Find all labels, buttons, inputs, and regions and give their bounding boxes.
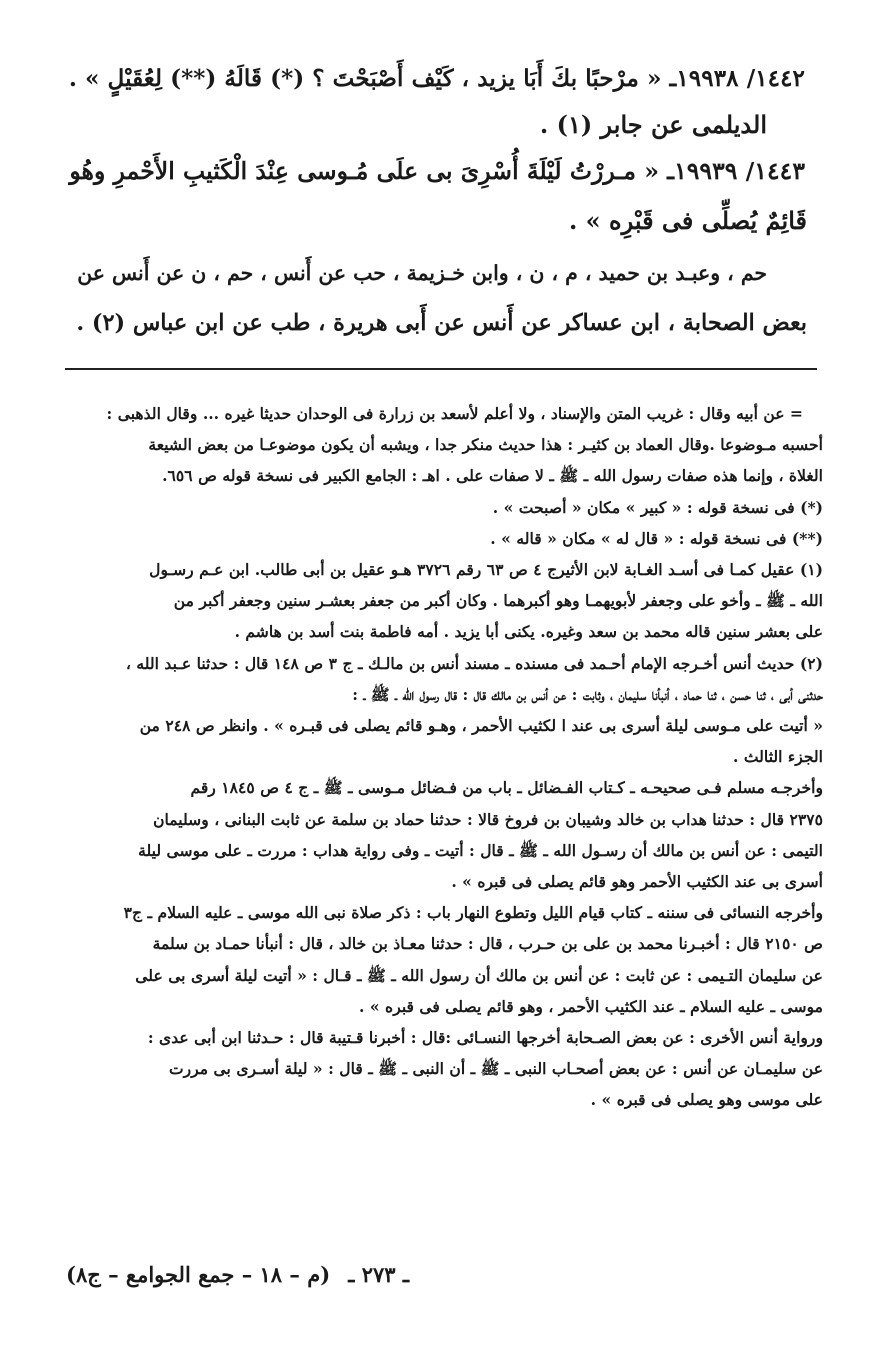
footnote-line: ص ٢١٥٠ قال : أخبـرنا محمد بن على بن حـرب ، قال : حدثنا معـاذ بن خالد ، قال : أنبأنا حمـاد بن سلمة [152,934,823,954]
footnote-line: على بعشر سنين قاله محمد بن سعد وغيره. يكنى أبا يزيد . أمه فاطمة بنت أسد بن هاشم . [234,622,823,642]
footnote-line: عن سليمـان عن أنس : عن بعض أصحـاب النبى ـ ﷺ ـ أن النبى ـ ﷺ ـ قال : « ليلة أسـرى بى مررت [168,1059,823,1079]
footnote-line: = عن أبيه وقال : غريب المتن والإسناد ، ولا أعلم لأسعد بن زرارة فى الوحدان حديثا غيره ... وقال الذهبى : [106,404,803,423]
hadith-1443-line-1: ١٤٤٣/ ١٩٩٣٩ـ « مـررْتُ لَيْلَةَ أُسْرِىَ بى علَى مُـوسى عِنْدَ الْكَثيبِ الأَحْمرِ وهُو [69,157,805,185]
footnote-line: ورواية أنس الأخرى : عن بعض الصـحابة أخرجها النسـائى :قال : أخبرنا قـتيبة قال : حـدثنا ابن أبى عدى : [147,1028,823,1048]
main-text [68,56,807,346]
footnote-1: (١) عقيل كمـا فى أسـد الغـابة لابن الأثيرج ٤ ص ٦٣ رقم ٣٧٢٦ هـو عقيل بن أبى طالب. ابن عـم رسـول [149,560,823,580]
footnote-divider [65,368,817,370]
footnote-line: الله ـ ﷺ ـ وأخو على وجعفر لأبويهمـا وهو أكبرهما . وكان أكبر من جعفر بعشـر سنين وجعفر أكبر من [173,591,823,611]
footnote-line: أسرى بى عند الكثيب الأحمر وهو قائم يصلى فى قبره » . [451,872,823,892]
footnote-line: الجزء الثالث . [733,747,823,767]
hadith-1443-line-2: قَائِمٌ يُصلِّى فى قَبْرِه » . [568,206,807,235]
footnote-line: الغلاة ، وإنما هذه صفات رسول الله ـ ﷺ ـ لا صفات على . اهـ : الجامع الكبير فى نسخة قوله ص ٦٥٦. [162,466,823,486]
footnote-line: أحسبه مـوضوعا .وقال العماد بن كثيـر : هذا حديث منكر جدا ، ويشبه أن يكون موضوعـا من بعض الشيعة [148,435,823,455]
volume-marker: (م – ١٨ – جمع الجوامع – ج٨) [66,1262,331,1287]
footnote-line: على موسى وهو يصلى فى قبره » . [590,1090,823,1110]
footnote-2: (٢) حديث أنس أخـرجه الإمام أحـمد فى مسنده ـ مسند أنس بن مالـك ـ ج ٣ ص ١٤٨ قال : حدثنا عـبد الله ، [125,653,823,673]
hadith-1442-line: ١٤٤٢/ ١٩٩٣٨ـ « مرْحبًا بكَ أَبَا يزيد ، كَيْف أَصْبَحْتَ ؟ (*) قَالَهُ (**) لِعُقَيْلٍ » . [68,65,805,92]
footnote-star-1: (*) فى نسخة قوله : « كبير » مكان « أصبحت » . [492,497,823,517]
footnote-line: ٢٣٧٥ قال : حدثنا هداب بن خالد وشيبان بن فروخ قالا : حدثنا حماد بن سلمة عن ثابت البنانى ، وسليمان [153,809,823,829]
footnote-star-2: (**) فى نسخة قوله : « قال له » مكان « قاله » . [490,528,823,548]
footnote-line: وأخرجه النسائى فى سننه ـ كتاب قيام الليل وتطوع النهار باب : ذكر صلاة نبى الله موسى ـ عليه السلام ـ ج٣ [123,903,823,923]
hadith-1443-source-1: حم ، وعبـد بن حميد ، م ، ن ، وابن خـزيمة ، حب عن أَنس ، حم ، ن عن أَنس عن [77,261,767,285]
footnote-line: حدثنى أبى ، ثنا حسن ، ثنا حماد ، أنبأنا سليمان ، وثابت : عن أنس بن مالك قال : قال رسول الله ـ ﷺ ـ : [352,684,823,704]
hadith-1442-source: الديلمى عن جابر (١) . [539,110,767,139]
page-number: ـ ٢٧٣ ـ [348,1262,409,1287]
footnote-line: موسى ـ عليه السلام ـ عند الكثيب الأحمر ، وهو قائم يصلى فى قبره » . [359,996,823,1016]
hadith-1443-source-2: بعض الصحابة ، ابن عساكر عن أَنس عن أَبى هريرة ، طب عن ابن عباس (٢) . [76,310,807,336]
footnote-line: التيمى : عن أنس بن مالك أن رسـول الله ـ ﷺ ـ قال : أتيت ـ وفى رواية هداب : مررت ـ على موسى ليلة [138,840,823,860]
page-footer [66,1262,819,1302]
footnote-line: وأخرجـه مسلم فـى صحيحـه ـ كـتاب الفـضائل ـ باب من فـضائل مـوسى ـ ﷺ ـ ج ٤ ص ١٨٤٥ رقم [190,778,823,798]
footnote-line: عن سليمان التـيمى : عن ثابت : عن أنس بن مالك أن رسول الله ـ ﷺ ـ قـال : « أتيت ليلة أسرى بى على [135,965,823,985]
footnotes [66,398,823,1116]
footnote-line: « أتيت على مـوسى ليلة أسرى بى عند ا لكثيب الأحمر ، وهـو قائم يصلى فى قبـره » . وانظر ص ٢٤٨ من [139,716,823,736]
